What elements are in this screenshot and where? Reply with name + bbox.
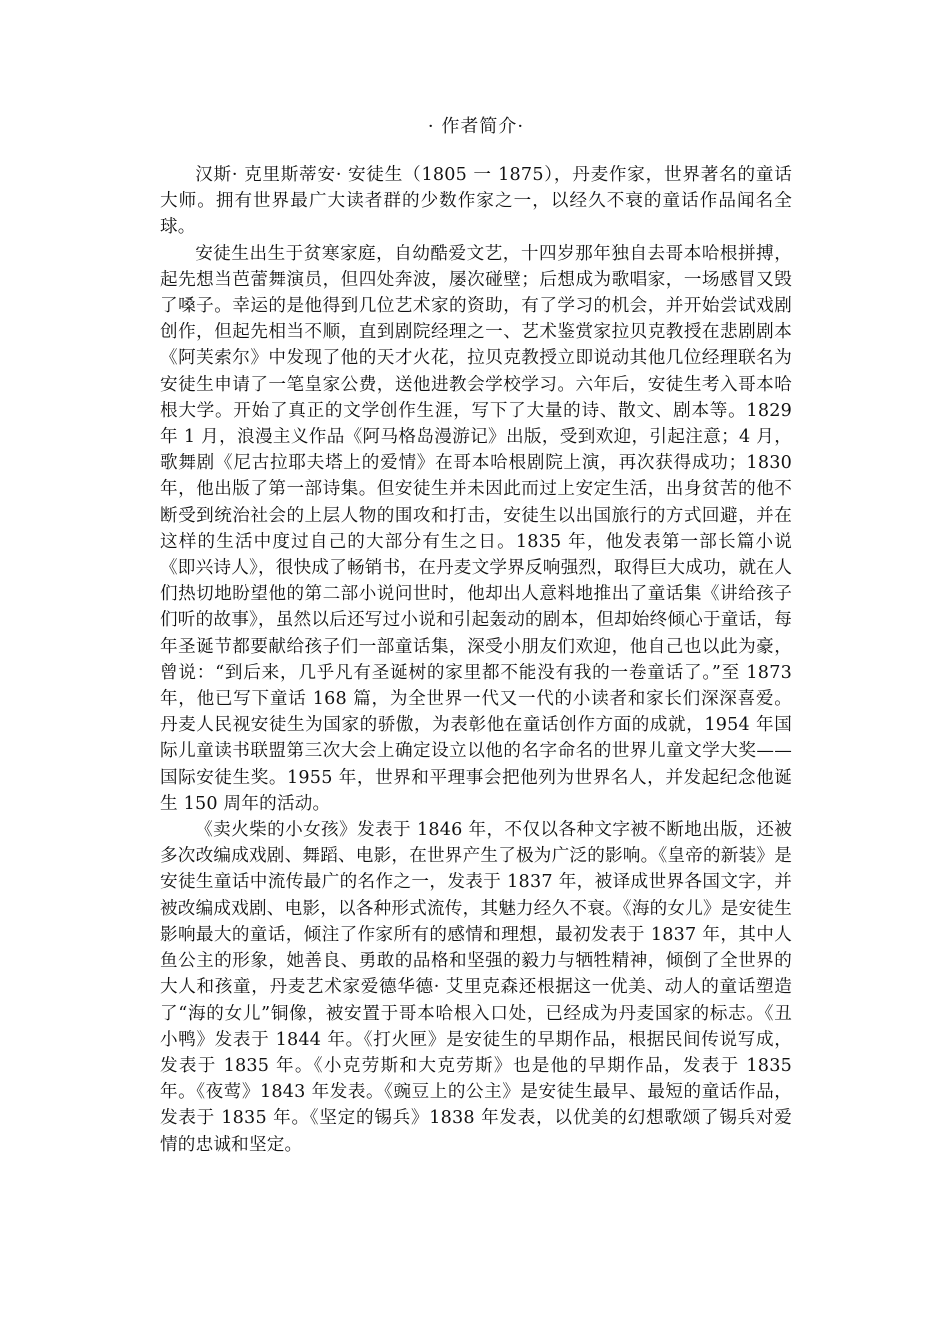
paragraph-intro: 汉斯· 克里斯蒂安· 安徒生（1805 一 1875），丹麦作家，世界著名的童话大师。拥有世界最广大读者群的少数作家之一，以经久不衰的童话作品闻名全球。 xyxy=(160,165,792,238)
paragraph-biography: 安徒生出生于贫寒家庭，自幼酷爱文艺，十四岁那年独自去哥本哈根拼搏，起先想当芭蕾舞演员，但四处奔波，屡次碰壁；后想成为歌唱家，一场感冒又毁了嗓子。幸运的是他得到几位艺术家的资助，有了学习的机会，并开始尝试戏剧创作，但起先相当不顺，直到剧院经理之一、艺术鉴赏家拉贝克教授在悲剧剧本《阿芙索尔》中发现了他的天才火花，拉贝克教授立即说动其他几位经理联名为安徒生申请了一笔皇家公费，送他进教会学校学习。六年后，安徒生考入哥本哈根大学。开始了真正的文学创作生涯，写下了大量的诗、散文、剧本等。1829 年 1 月，浪漫主义作品《阿马格岛漫游记》出版，受到欢迎，引起注意；4 月，歌舞剧《尼古拉耶夫塔上的爱情》在哥本哈根剧院上演，再次获得成功；1830 年，他出版了第一部诗集。但安徒生并未因此而过上安定生活，出身贫苦的他不断受到统治社会的上层人物的围攻和打击，安徒生以出国旅行的方式回避，并在这样的生活中度过自己的大部分有生之日。1835 年，他发表第一部长篇小说《即兴诗人》，很快成了畅销书，在丹麦文学界反响强烈，取得巨大成功，就在人们热切地盼望他的第二部小说问世时，他却出人意料地推出了童话集《讲给孩子们听的故事》，虽然以后还写过小说和引起轰动的剧本，但却始终倾心于童话，每年圣诞节都要献给孩子们一部童话集，深受小朋友们欢迎，他自己也以此为豪，曾说：“到后来，几乎凡有圣诞树的家里都不能没有我的一卷童话了。”至 1873 年，他已写下童话 168 篇，为全世界一代又一代的小读者和家长们深深喜爱。丹麦人民视安徒生为国家的骄傲，为表彰他在童话创作方面的成就，1954 年国际儿童读书联盟第三次大会上确定设立以他的名字命名的世界儿童文学大奖——国际安徒生奖。1955 年，世界和平理事会把他列为世界名人，并发起纪念他诞生 150 周年的活动。 xyxy=(160,243,792,814)
document-page xyxy=(160,112,792,1158)
page-title: · 作者简介· xyxy=(427,116,525,137)
paragraph-works: 《卖火柴的小女孩》发表于 1846 年，不仅以各种文字被不断地出版，还被多次改编成戏剧、舞蹈、电影，在世界产生了极为广泛的影响。《皇帝的新装》是安徒生童话中流传最广的名作之一，发表于 1837 年，被译成世界各国文字，并被改编成戏剧、电影，以各种形式流传，其魅力经久不衰。《海的女儿》是安徒生影响最大的童话，倾注了作家所有的感情和理想，最初发表于 1837 年，其中人鱼公主的形象，她善良、勇敢的品格和坚强的毅力与牺牲精神，倾倒了全世界的大人和孩童，丹麦艺术家爱德华德· 艾里克森还根据这一优美、动人的童话塑造了“海的女儿”铜像，被安置于哥本哈根入口处，已经成为丹麦国家的标志。《丑小鸭》发表于 1844 年。《打火匣》是安徒生的早期作品，根据民间传说写成，发表于 1835 年。《小克劳斯和大克劳斯》也是他的早期作品，发表于 1835 年。《夜莺》1843 年发表。《豌豆上的公主》是安徒生最早、最短的童话作品，发表于 1835 年。《坚定的锡兵》1838 年发表，以优美的幻想歌颂了锡兵对爱情的忠诚和坚定。 xyxy=(160,820,792,1155)
